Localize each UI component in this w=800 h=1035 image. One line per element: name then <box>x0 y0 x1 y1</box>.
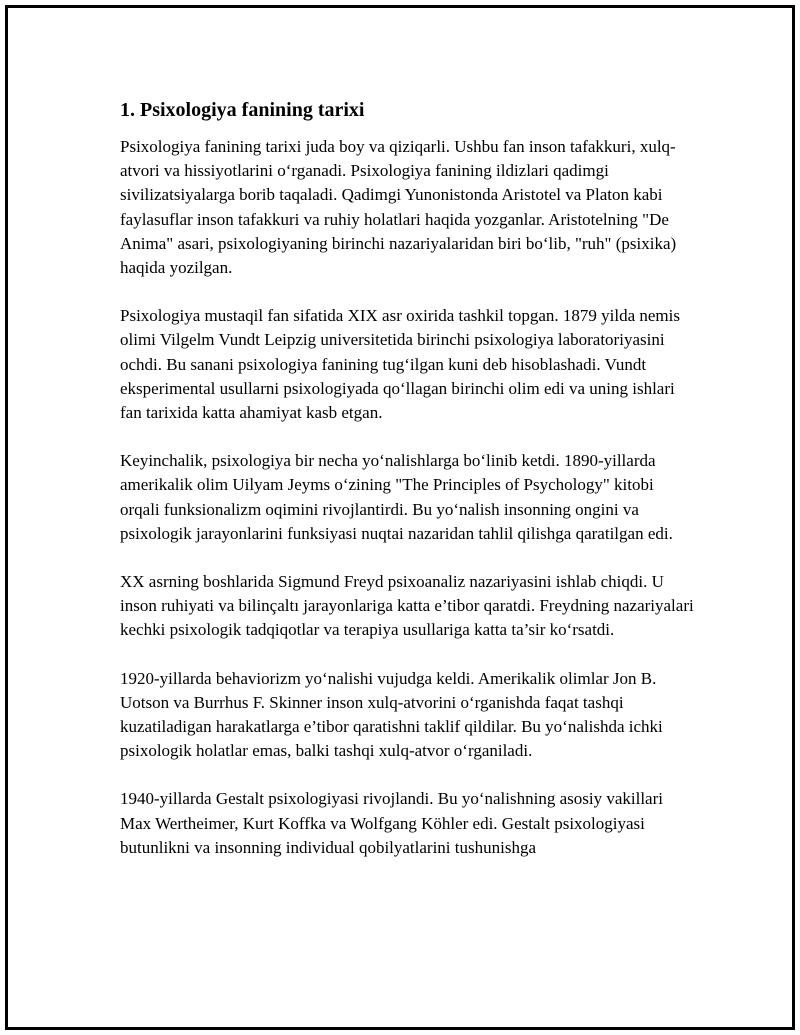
paragraph-6: 1940-yillarda Gestalt psixologiyasi rivojlandi. Bu yo‘nalishning asosiy vakillari Max Wertheimer, Kurt Koffka va Wolfgang Köhler edi. Gestalt psixologiyasi butunlikni va insonning individual qobilyatlarini tushunishga <box>120 789 663 857</box>
document-body <box>120 98 695 884</box>
document-page <box>5 5 795 1030</box>
paragraph-5: 1920-yillarda behaviorizm yo‘nalishi vujudga keldi. Amerikalik olimlar Jon B. Uotson va Burrhus F. Skinner inson xulq-atvorini o‘rganishda faqat tashqi kuzatiladigan harakatlarga e’tibor qaratishni taklif qildilar. Bu yo‘nalishda ichki psixologik holatlar emas, balki tashqi xulq-atvor o‘rganiladi. <box>120 668 663 761</box>
paragraph-3: Keyinchalik, psixologiya bir necha yo‘nalishlarga bo‘linib ketdi. 1890-yillarda amerikalik olim Uilyam Jeyms o‘zining "The Principles of Psychology" kitobi orqali funksionalizm oqimini rivojlantirdi. Bu yo‘nalish insonning ongini va psixologik jarayonlarini funksiyasi nuqtai nazaridan tahlil qilishga qaratilgan edi. <box>120 451 673 543</box>
section-title: 1. Psixologiya fanining tarixi <box>120 99 365 121</box>
paragraph-4: XX asrning boshlarida Sigmund Freyd psixoanaliz nazariyasini ishlab chiqdi. U inson ruhiyati va bilinçaltı jarayonlariga katta e’tibor qaratdi. Freydning nazariyalari kechki psixologik tadqiqotlar va terapiya usullariga katta ta’sir ko‘rsatdi. <box>120 572 694 640</box>
paragraph-2: Psixologiya mustaqil fan sifatida XIX asr oxirida tashkil topgan. 1879 yilda nemis olimi Vilgelm Vundt Leipzig universitetida birinchi psixologiya laboratoriyasini ochdi. Bu sanani psixologiya fanining tug‘ilgan kuni deb hisoblashadi. Vundt eksperimental usullarni psixologiyada qo‘llagan birinchi olim edi va uning ishlari fan tarixida katta ahamiyat kasb etgan. <box>120 306 680 423</box>
paragraph-1: Psixologiya fanining tarixi juda boy va qiziqarli. Ushbu fan inson tafakkuri, xulq-atvori va hissiyotlarini o‘rganadi. Psixologiya fanining ildizlari qadimgi sivilizatsiyalarga borib taqaladi. Qadimgi Yunonistonda Aristotel va Platon kabi faylasuflar inson tafakkuri va ruhiy holatlari haqida yozganlar. Aristotelning "De Anima" asari, psixologiyaning birinchi nazariyalaridan biri bo‘lib, "ruh" (psixika) haqida yozilgan. <box>120 137 677 278</box>
